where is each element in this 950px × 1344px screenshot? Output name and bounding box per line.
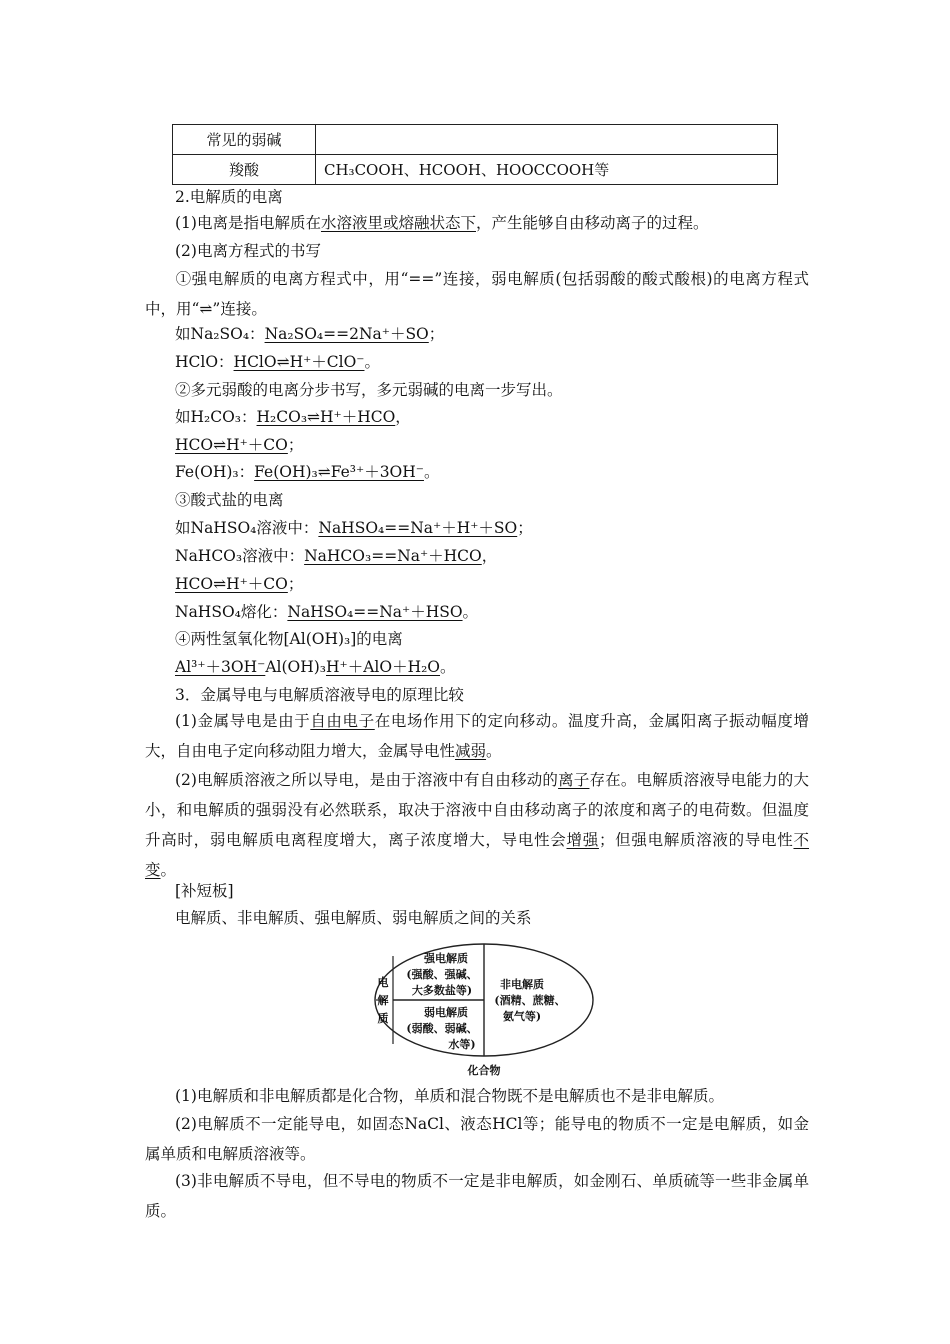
text: ，	[395, 408, 411, 426]
text: 如H₂CO₃：	[175, 408, 257, 426]
s2-rule-2: ②多元弱酸的电离分步书写，多元弱碱的电离一步写出。	[175, 381, 563, 399]
text: 在电场作用下的定向移动。温度升高，金属阳离子振动幅度增大，自由电子定向移动阻力增大，金属导电性	[145, 712, 809, 760]
text: ，产生能够自由移动离子的过程。	[475, 214, 709, 232]
supplement-heading: 电解质、非电解质、强电解质、弱电解质之间的关系	[175, 909, 532, 927]
s2-para-2: (2)电离方程式的书写	[175, 242, 321, 260]
eq-line-6	[175, 518, 533, 538]
note-1: (1)电解质和非电解质都是化合物，单质和混合物既不是电解质也不是非电解质。	[175, 1087, 724, 1105]
section-3-title: 3．金属导电与电解质溶液导电的原理比较	[175, 686, 464, 704]
text: HClO：	[175, 353, 234, 371]
non-electrolyte-ex1: (酒精、蔗糖、	[494, 994, 566, 1007]
compound-label: 化合物	[467, 1064, 501, 1077]
text: 如NaHSO₄溶液中：	[175, 519, 319, 537]
supplement-tag: [补短板]	[175, 882, 234, 900]
text: (1)电离是指电解质在	[175, 214, 321, 232]
answer-blank: 离子	[558, 771, 590, 789]
eq-line-10	[175, 657, 456, 677]
eq-line-1	[175, 324, 444, 344]
answer-blank: 减弱	[455, 742, 487, 760]
text: ；	[428, 325, 445, 343]
text: 存在。电解质溶液导电能力的大小，和电解质的强弱没有必然联系，取决于溶液中自由移动离子的浓度和离子的电荷数。但温度升高时，弱电解质电离程度增大，离子浓度增大，导电性会	[145, 771, 809, 849]
equation: HClO⇌H⁺＋ClO⁻	[233, 353, 365, 371]
table-row	[173, 125, 778, 155]
s2-rule-4: ④两性氢氧化物[Al(OH)₃]的电离	[175, 630, 403, 648]
s3-para-1	[145, 706, 809, 766]
text: NaHCO₃溶液中：	[175, 547, 305, 565]
text: Fe(OH)₃：	[175, 463, 255, 481]
table-key: 常见的弱碱	[173, 125, 316, 155]
equation: Na₂SO₄==2Na⁺＋SO	[264, 325, 429, 343]
text: ；但强电解质溶液的导电性	[598, 831, 794, 849]
eq-line-4	[175, 435, 303, 455]
acid-base-table	[172, 124, 778, 185]
equation: NaHSO₄==Na⁺＋H⁺＋SO	[318, 519, 518, 537]
text: (3)非电解质不导电，但不导电的物质不一定是非电解质，如金刚石、单质硫等一些非金属单质。	[145, 1172, 809, 1220]
eq-line-2	[175, 352, 380, 372]
text: (1)金属导电是由于	[175, 712, 311, 730]
text: (2)电解质不一定能导电，如固态NaCl、液态HCl等；能导电的物质不一定是电解质，如金属单质和电解质溶液等。	[145, 1115, 809, 1163]
equation: NaHCO₃==Na⁺＋HCO	[304, 547, 482, 565]
text: 。	[462, 603, 479, 621]
answer-blank: 不变	[145, 831, 809, 879]
s2-rule-1	[145, 264, 809, 324]
eq-line-9	[175, 602, 478, 622]
text: 。	[423, 463, 440, 481]
equation: HCO⇌H⁺＋CO	[175, 436, 288, 454]
equation: Fe(OH)₃⇌Fe³⁺＋3OH⁻	[254, 463, 424, 481]
strong-electrolyte-ex1: (强酸、强碱、	[406, 968, 478, 981]
text: Al(OH)₃	[265, 658, 327, 676]
table-value	[316, 125, 778, 155]
text: (2)电解质溶液之所以导电，是由于溶液中有自由移动的	[175, 771, 559, 789]
electrolyte-label-3: 质	[377, 1012, 389, 1025]
equation: H⁺＋AlO＋H₂O	[326, 658, 441, 676]
answer-blank: 自由电子	[310, 712, 375, 730]
strong-electrolyte-title: 强电解质	[424, 952, 468, 965]
equation: HCO⇌H⁺＋CO	[175, 575, 288, 593]
table-key: 羧酸	[173, 155, 316, 185]
eq-line-7	[175, 546, 497, 566]
equation: NaHSO₄==Na⁺＋HSO	[287, 603, 463, 621]
text: ，	[481, 547, 498, 565]
equation: H₂CO₃⇌H⁺＋HCO	[256, 408, 396, 426]
electrolyte-label-2: 解	[377, 994, 389, 1007]
weak-electrolyte-ex2: 水等)	[448, 1038, 476, 1051]
table-row	[173, 155, 778, 185]
non-electrolyte-title: 非电解质	[500, 978, 544, 991]
text: 。	[364, 353, 380, 371]
text: 。	[160, 861, 177, 879]
answer-blank: 增强	[566, 831, 599, 849]
text: ①强电解质的电离方程式中，用“==”连接，弱电解质(包括弱酸的酸式酸根)的电离方程式中，用“⇌”连接。	[145, 270, 809, 318]
text: 如Na₂SO₄：	[175, 325, 265, 343]
s3-para-2	[145, 765, 809, 885]
electrolyte-relationship-diagram	[370, 942, 598, 1078]
eq-line-5	[175, 462, 439, 482]
equation: Al³⁺＋3OH⁻	[175, 658, 266, 676]
text: ；	[287, 575, 304, 593]
text: 。	[440, 658, 456, 676]
note-3	[145, 1166, 809, 1226]
weak-electrolyte-ex1: (弱酸、弱碱、	[406, 1022, 478, 1035]
eq-line-8	[175, 574, 303, 594]
strong-electrolyte-ex2: 大多数盐等)	[411, 984, 473, 997]
text: NaHSO₄熔化：	[175, 603, 288, 621]
non-electrolyte-ex2: 氨气等)	[502, 1010, 542, 1023]
s2-para-1	[175, 213, 709, 233]
s2-rule-3: ③酸式盐的电离	[175, 491, 284, 509]
eq-line-3	[175, 407, 411, 427]
section-2-title: 2.电解质的电离	[175, 188, 283, 206]
text: ；	[287, 436, 304, 454]
note-2	[145, 1109, 809, 1169]
text: 。	[486, 742, 502, 760]
table-value: CH₃COOH、HCOOH、HOOCCOOH等	[316, 155, 778, 185]
text: ；	[517, 519, 533, 537]
weak-electrolyte-title: 弱电解质	[424, 1006, 468, 1019]
answer-blank: 水溶液里或熔融状态下	[320, 214, 476, 232]
electrolyte-label-1: 电	[377, 976, 389, 989]
